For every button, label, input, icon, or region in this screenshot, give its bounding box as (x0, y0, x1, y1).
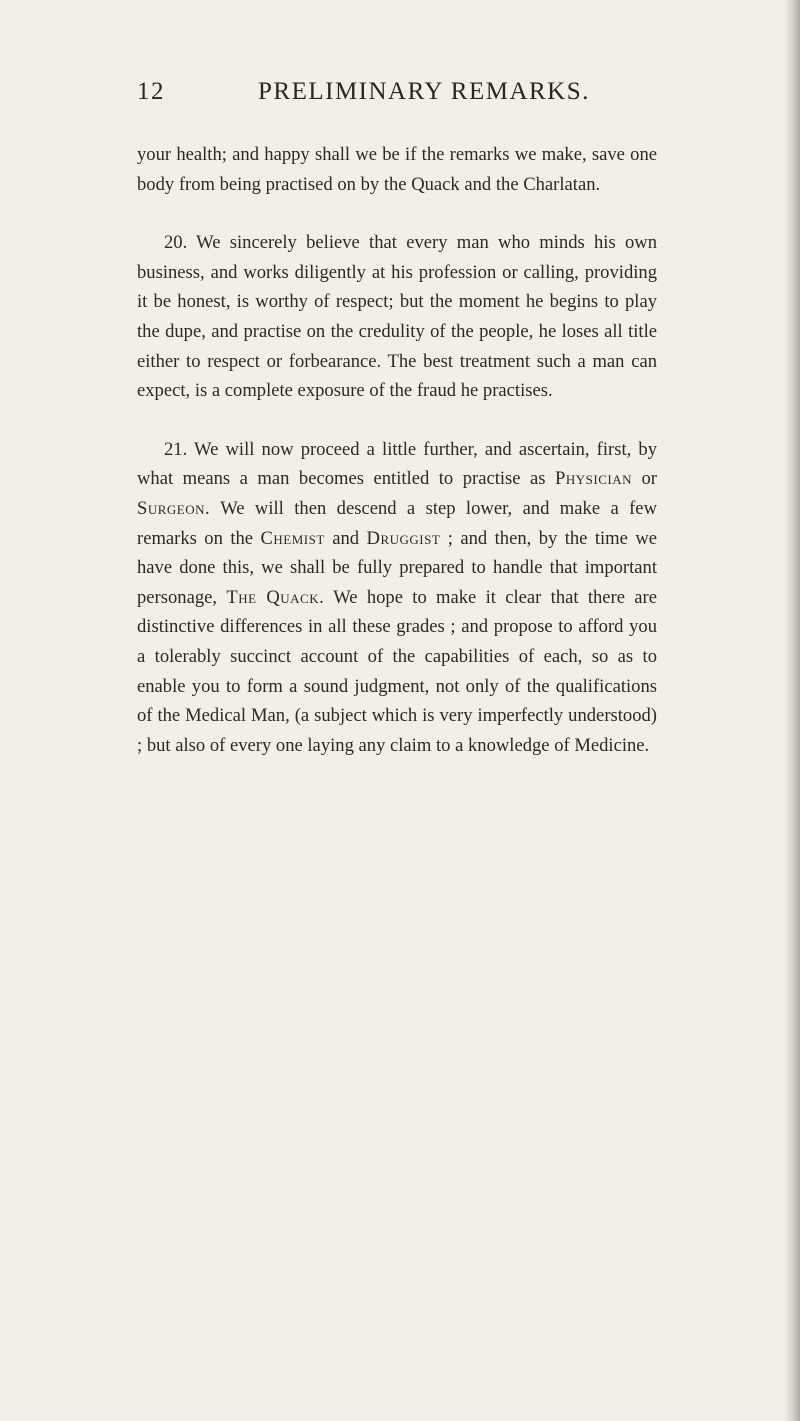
page-edge-shadow (784, 0, 800, 1421)
term-surgeon: Surgeon. (137, 497, 211, 519)
paragraph-text: ; and then, by the time we have done this, we shall be fully prepared to handle that important personage, (137, 527, 658, 608)
paragraph-number: 20. (164, 232, 188, 254)
paragraph-text: We hope to make it clear that there are distinctive differences in all these grades ; and propose to afford you a tolerably succinct account of the capabilities of each, so as to enable you to form a sound judgment, not only of the qualifications of the Medical Man, (a subject which is very imperfectly understood) ; but also of every one laying any claim to a knowledge of Medicine. (137, 586, 658, 756)
paragraph-21 (137, 435, 657, 761)
running-title: PRELIMINARY REMARKS. (258, 78, 590, 105)
term-druggist: Druggist (366, 527, 441, 549)
paragraph-20 (137, 228, 657, 406)
term-physician: Physician (555, 468, 632, 490)
paragraph-text: We will then descend a step lower, and make a few remarks on the (137, 497, 657, 549)
term-chemist: Chemist (260, 527, 325, 549)
paragraph-text: We sincerely believe that every man who minds his own business, and works diligently at his profession or calling, providing it be honest, is worthy of respect; but the moment he begins to play the dupe, and practise on the credulity of the people, he loses all title either to respect or forbearance. The best treatment such a man can expect, is a complete exposure of the fraud he practises. (137, 232, 657, 402)
page-number: 12 (137, 78, 165, 105)
paragraph-number: 21. (164, 438, 188, 460)
body-text (137, 140, 657, 760)
page-header (137, 78, 637, 112)
term-the-quack: The Quack. (226, 586, 325, 608)
paragraph-text: and (332, 527, 360, 549)
paragraph-text: We will now proceed a little further, and ascertain, first, by what means a man becomes entitled to practise as (137, 438, 658, 490)
paragraph-continuation: your health; and happy shall we be if the remarks we make, save one body from being practised on by the Quack and the Charlatan. (137, 144, 657, 195)
paragraph-text: or (641, 468, 657, 490)
